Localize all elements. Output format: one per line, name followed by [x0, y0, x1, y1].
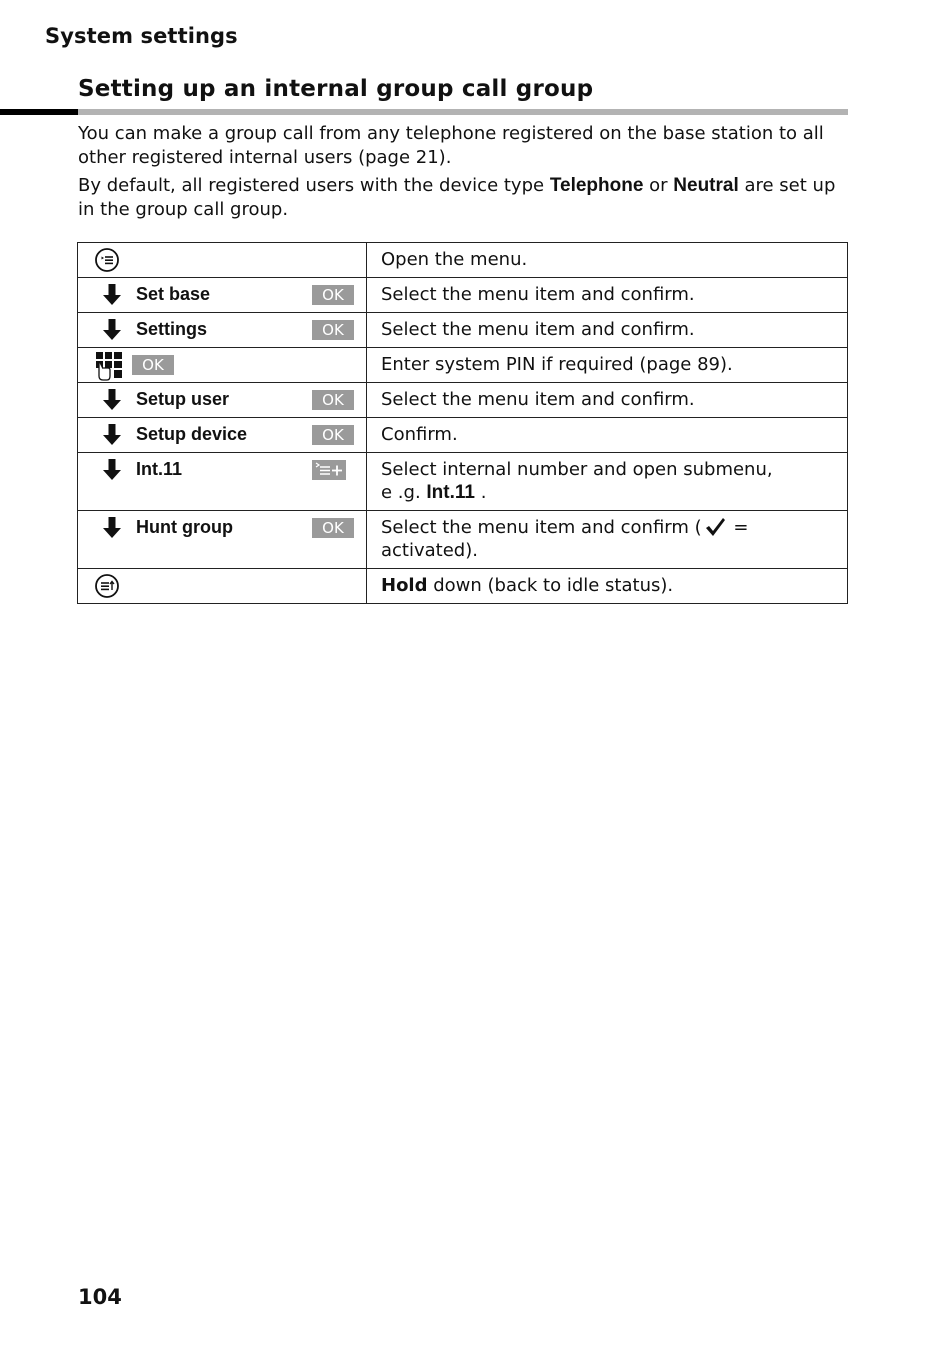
step-action [78, 383, 367, 418]
page-number: 104 [78, 1285, 122, 1309]
intro-paragraph-1: You can make a group call from any telephone registered on the base station to all other registered internal users (page 21). [78, 123, 824, 168]
step-description-before: Select the menu item and confirm ( [381, 517, 702, 538]
step-action [78, 453, 367, 511]
step-action [78, 348, 367, 383]
step-description: Select the menu item and confirm. [367, 383, 848, 418]
ok-key: OK [312, 390, 354, 410]
menu-item-label: Setup device [136, 424, 248, 444]
scroll-down-arrow-icon [100, 517, 124, 539]
step-description [367, 453, 848, 511]
ok-key: OK [132, 355, 174, 375]
table-row [78, 348, 848, 383]
ok-key: OK [312, 285, 354, 305]
scroll-down-arrow-icon [100, 424, 124, 446]
step-description: Confirm. [367, 418, 848, 453]
intro-paragraph-2 [78, 174, 850, 222]
table-row [78, 418, 848, 453]
submenu-key-icon [312, 460, 346, 480]
step-description: Open the menu. [367, 243, 848, 278]
intro-p2-before: By default, all registered users with the device type [78, 175, 550, 196]
intro-p2-or: or [643, 175, 674, 196]
step-action [78, 569, 367, 604]
step-action [78, 418, 367, 453]
table-row [78, 569, 848, 604]
page-heading: Setting up an internal group call group [78, 76, 594, 102]
keypad-icon [94, 350, 126, 382]
end-call-key-icon [94, 573, 120, 599]
intro-p2-after: are set up in the group call group. [78, 175, 836, 220]
step-description-line1: Select internal number and open submenu, [381, 459, 773, 480]
scroll-down-arrow-icon [100, 284, 124, 306]
scroll-down-arrow-icon [100, 319, 124, 341]
scroll-down-arrow-icon [100, 389, 124, 411]
term-telephone: Telephone [549, 175, 644, 196]
term-hold: Hold [381, 575, 428, 596]
table-row [78, 383, 848, 418]
step-description: Select the menu item and confirm. [367, 313, 848, 348]
menu-item-label: Int.11 [136, 459, 183, 479]
step-description-end: . [474, 482, 487, 503]
heading-rule-gray [78, 109, 848, 115]
menu-item-label: Hunt group [136, 517, 233, 537]
step-description: Enter system PIN if required (page 89). [367, 348, 848, 383]
menu-item-label: Settings [136, 319, 208, 339]
step-description-eg: e .g. [381, 482, 427, 503]
step-description: Select the menu item and confirm. [367, 278, 848, 313]
table-row [78, 243, 848, 278]
step-description-rest: down (back to idle status). [427, 575, 674, 596]
step-description-after: = activated). [381, 517, 749, 561]
heading-rule-black [0, 109, 78, 115]
step-action [78, 243, 367, 278]
scroll-down-arrow-icon [100, 459, 124, 481]
step-description [367, 569, 848, 604]
step-description [367, 511, 848, 569]
table-row [78, 453, 848, 511]
term-neutral: Neutral [673, 175, 739, 196]
step-action [78, 278, 367, 313]
check-icon [704, 517, 726, 537]
section-title: System settings [45, 24, 238, 48]
table-row [78, 511, 848, 569]
ok-key: OK [312, 425, 354, 445]
ok-key: OK [312, 320, 354, 340]
menu-key-icon [94, 247, 120, 273]
step-action [78, 313, 367, 348]
menu-item-label: Setup user [136, 389, 230, 409]
ok-key: OK [312, 518, 354, 538]
table-row [78, 278, 848, 313]
table-row [78, 313, 848, 348]
steps-table [77, 242, 848, 604]
menu-item-label: Set base [136, 284, 211, 304]
step-action [78, 511, 367, 569]
term-int11: Int.11 [426, 482, 475, 503]
